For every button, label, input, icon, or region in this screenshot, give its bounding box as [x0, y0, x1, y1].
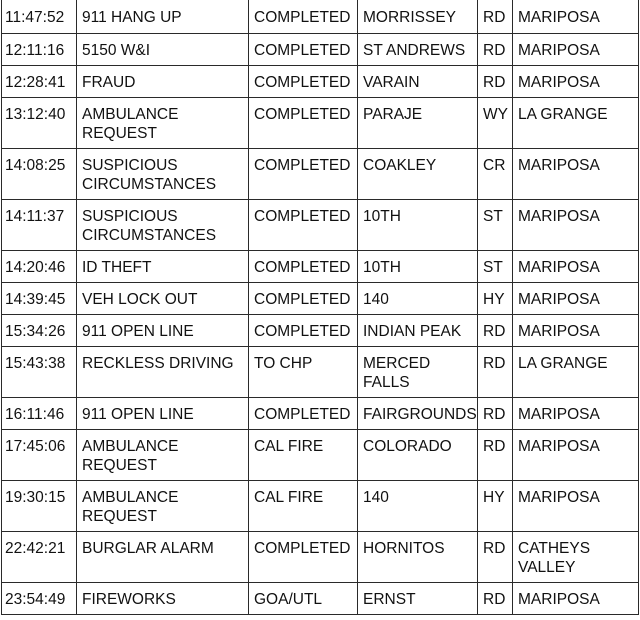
cell-status: GOA/UTL — [249, 582, 358, 614]
cell-time: 12:28:41 — [2, 65, 77, 97]
cell-city: MARIPOSA — [513, 0, 639, 33]
cell-street: ST ANDREWS — [358, 33, 478, 65]
cell-street: VARAIN — [358, 65, 478, 97]
cell-status: COMPLETED — [249, 314, 358, 346]
cell-street-suffix: RD — [478, 429, 513, 480]
cell-street: FAIRGROUNDS — [358, 397, 478, 429]
cell-city: MARIPOSA — [513, 429, 639, 480]
cell-incident-type: AMBULANCE REQUEST — [77, 97, 249, 148]
table-row — [2, 582, 639, 614]
cell-status: COMPLETED — [249, 0, 358, 33]
cell-time: 14:08:25 — [2, 148, 77, 199]
table-row — [2, 148, 639, 199]
cell-city: MARIPOSA — [513, 282, 639, 314]
cell-city: MARIPOSA — [513, 199, 639, 250]
cell-status: COMPLETED — [249, 97, 358, 148]
dispatch-log-body — [2, 0, 639, 614]
table-row — [2, 480, 639, 531]
table-row — [2, 33, 639, 65]
cell-street-suffix: RD — [478, 65, 513, 97]
cell-street: MERCED FALLS — [358, 346, 478, 397]
cell-status: COMPLETED — [249, 397, 358, 429]
table-row — [2, 282, 639, 314]
cell-incident-type: SUSPICIOUS CIRCUMSTANCES — [77, 199, 249, 250]
cell-time: 22:42:21 — [2, 531, 77, 582]
cell-time: 19:30:15 — [2, 480, 77, 531]
cell-incident-type: VEH LOCK OUT — [77, 282, 249, 314]
cell-city: CATHEYS VALLEY — [513, 531, 639, 582]
cell-city: MARIPOSA — [513, 148, 639, 199]
cell-street: 10TH — [358, 250, 478, 282]
cell-time: 11:47:52 — [2, 0, 77, 33]
cell-incident-type: BURGLAR ALARM — [77, 531, 249, 582]
cell-status: COMPLETED — [249, 199, 358, 250]
table-row — [2, 346, 639, 397]
cell-city: MARIPOSA — [513, 582, 639, 614]
table-row — [2, 397, 639, 429]
cell-city: MARIPOSA — [513, 397, 639, 429]
cell-street: 140 — [358, 480, 478, 531]
cell-street-suffix: HY — [478, 282, 513, 314]
cell-status: TO CHP — [249, 346, 358, 397]
cell-street: HORNITOS — [358, 531, 478, 582]
cell-street-suffix: WY — [478, 97, 513, 148]
cell-street-suffix: ST — [478, 199, 513, 250]
cell-street-suffix: RD — [478, 33, 513, 65]
table-row — [2, 250, 639, 282]
cell-street: INDIAN PEAK — [358, 314, 478, 346]
cell-incident-type: 5150 W&I — [77, 33, 249, 65]
cell-street-suffix: RD — [478, 582, 513, 614]
cell-street: MORRISSEY — [358, 0, 478, 33]
cell-time: 12:11:16 — [2, 33, 77, 65]
cell-incident-type: ID THEFT — [77, 250, 249, 282]
cell-street-suffix: RD — [478, 346, 513, 397]
cell-city: LA GRANGE — [513, 346, 639, 397]
cell-street-suffix: RD — [478, 0, 513, 33]
cell-city: MARIPOSA — [513, 314, 639, 346]
cell-status: COMPLETED — [249, 250, 358, 282]
cell-incident-type: FIREWORKS — [77, 582, 249, 614]
cell-city: MARIPOSA — [513, 33, 639, 65]
cell-time: 15:34:26 — [2, 314, 77, 346]
cell-street-suffix: RD — [478, 531, 513, 582]
cell-street: COAKLEY — [358, 148, 478, 199]
cell-city: LA GRANGE — [513, 97, 639, 148]
cell-street: PARAJE — [358, 97, 478, 148]
cell-status: COMPLETED — [249, 282, 358, 314]
cell-time: 16:11:46 — [2, 397, 77, 429]
cell-incident-type: AMBULANCE REQUEST — [77, 480, 249, 531]
cell-incident-type: AMBULANCE REQUEST — [77, 429, 249, 480]
cell-time: 13:12:40 — [2, 97, 77, 148]
table-row — [2, 0, 639, 33]
cell-status: CAL FIRE — [249, 429, 358, 480]
cell-street-suffix: HY — [478, 480, 513, 531]
cell-incident-type: 911 OPEN LINE — [77, 314, 249, 346]
table-row — [2, 199, 639, 250]
cell-time: 14:39:45 — [2, 282, 77, 314]
cell-city: MARIPOSA — [513, 480, 639, 531]
cell-time: 14:11:37 — [2, 199, 77, 250]
cell-incident-type: 911 OPEN LINE — [77, 397, 249, 429]
cell-city: MARIPOSA — [513, 250, 639, 282]
cell-street-suffix: ST — [478, 250, 513, 282]
cell-incident-type: FRAUD — [77, 65, 249, 97]
table-row — [2, 65, 639, 97]
cell-status: COMPLETED — [249, 65, 358, 97]
cell-time: 14:20:46 — [2, 250, 77, 282]
cell-time: 23:54:49 — [2, 582, 77, 614]
cell-street: ERNST — [358, 582, 478, 614]
cell-street-suffix: RD — [478, 314, 513, 346]
cell-incident-type: RECKLESS DRIVING — [77, 346, 249, 397]
cell-city: MARIPOSA — [513, 65, 639, 97]
cell-incident-type: 911 HANG UP — [77, 0, 249, 33]
table-row — [2, 314, 639, 346]
cell-street-suffix: CR — [478, 148, 513, 199]
dispatch-log-table — [1, 0, 639, 615]
table-row — [2, 531, 639, 582]
cell-street: 140 — [358, 282, 478, 314]
cell-street: 10TH — [358, 199, 478, 250]
cell-status: COMPLETED — [249, 531, 358, 582]
cell-status: COMPLETED — [249, 148, 358, 199]
cell-incident-type: SUSPICIOUS CIRCUMSTANCES — [77, 148, 249, 199]
cell-status: CAL FIRE — [249, 480, 358, 531]
cell-street-suffix: RD — [478, 397, 513, 429]
cell-time: 17:45:06 — [2, 429, 77, 480]
table-row — [2, 429, 639, 480]
cell-street: COLORADO — [358, 429, 478, 480]
cell-status: COMPLETED — [249, 33, 358, 65]
cell-time: 15:43:38 — [2, 346, 77, 397]
table-row — [2, 97, 639, 148]
